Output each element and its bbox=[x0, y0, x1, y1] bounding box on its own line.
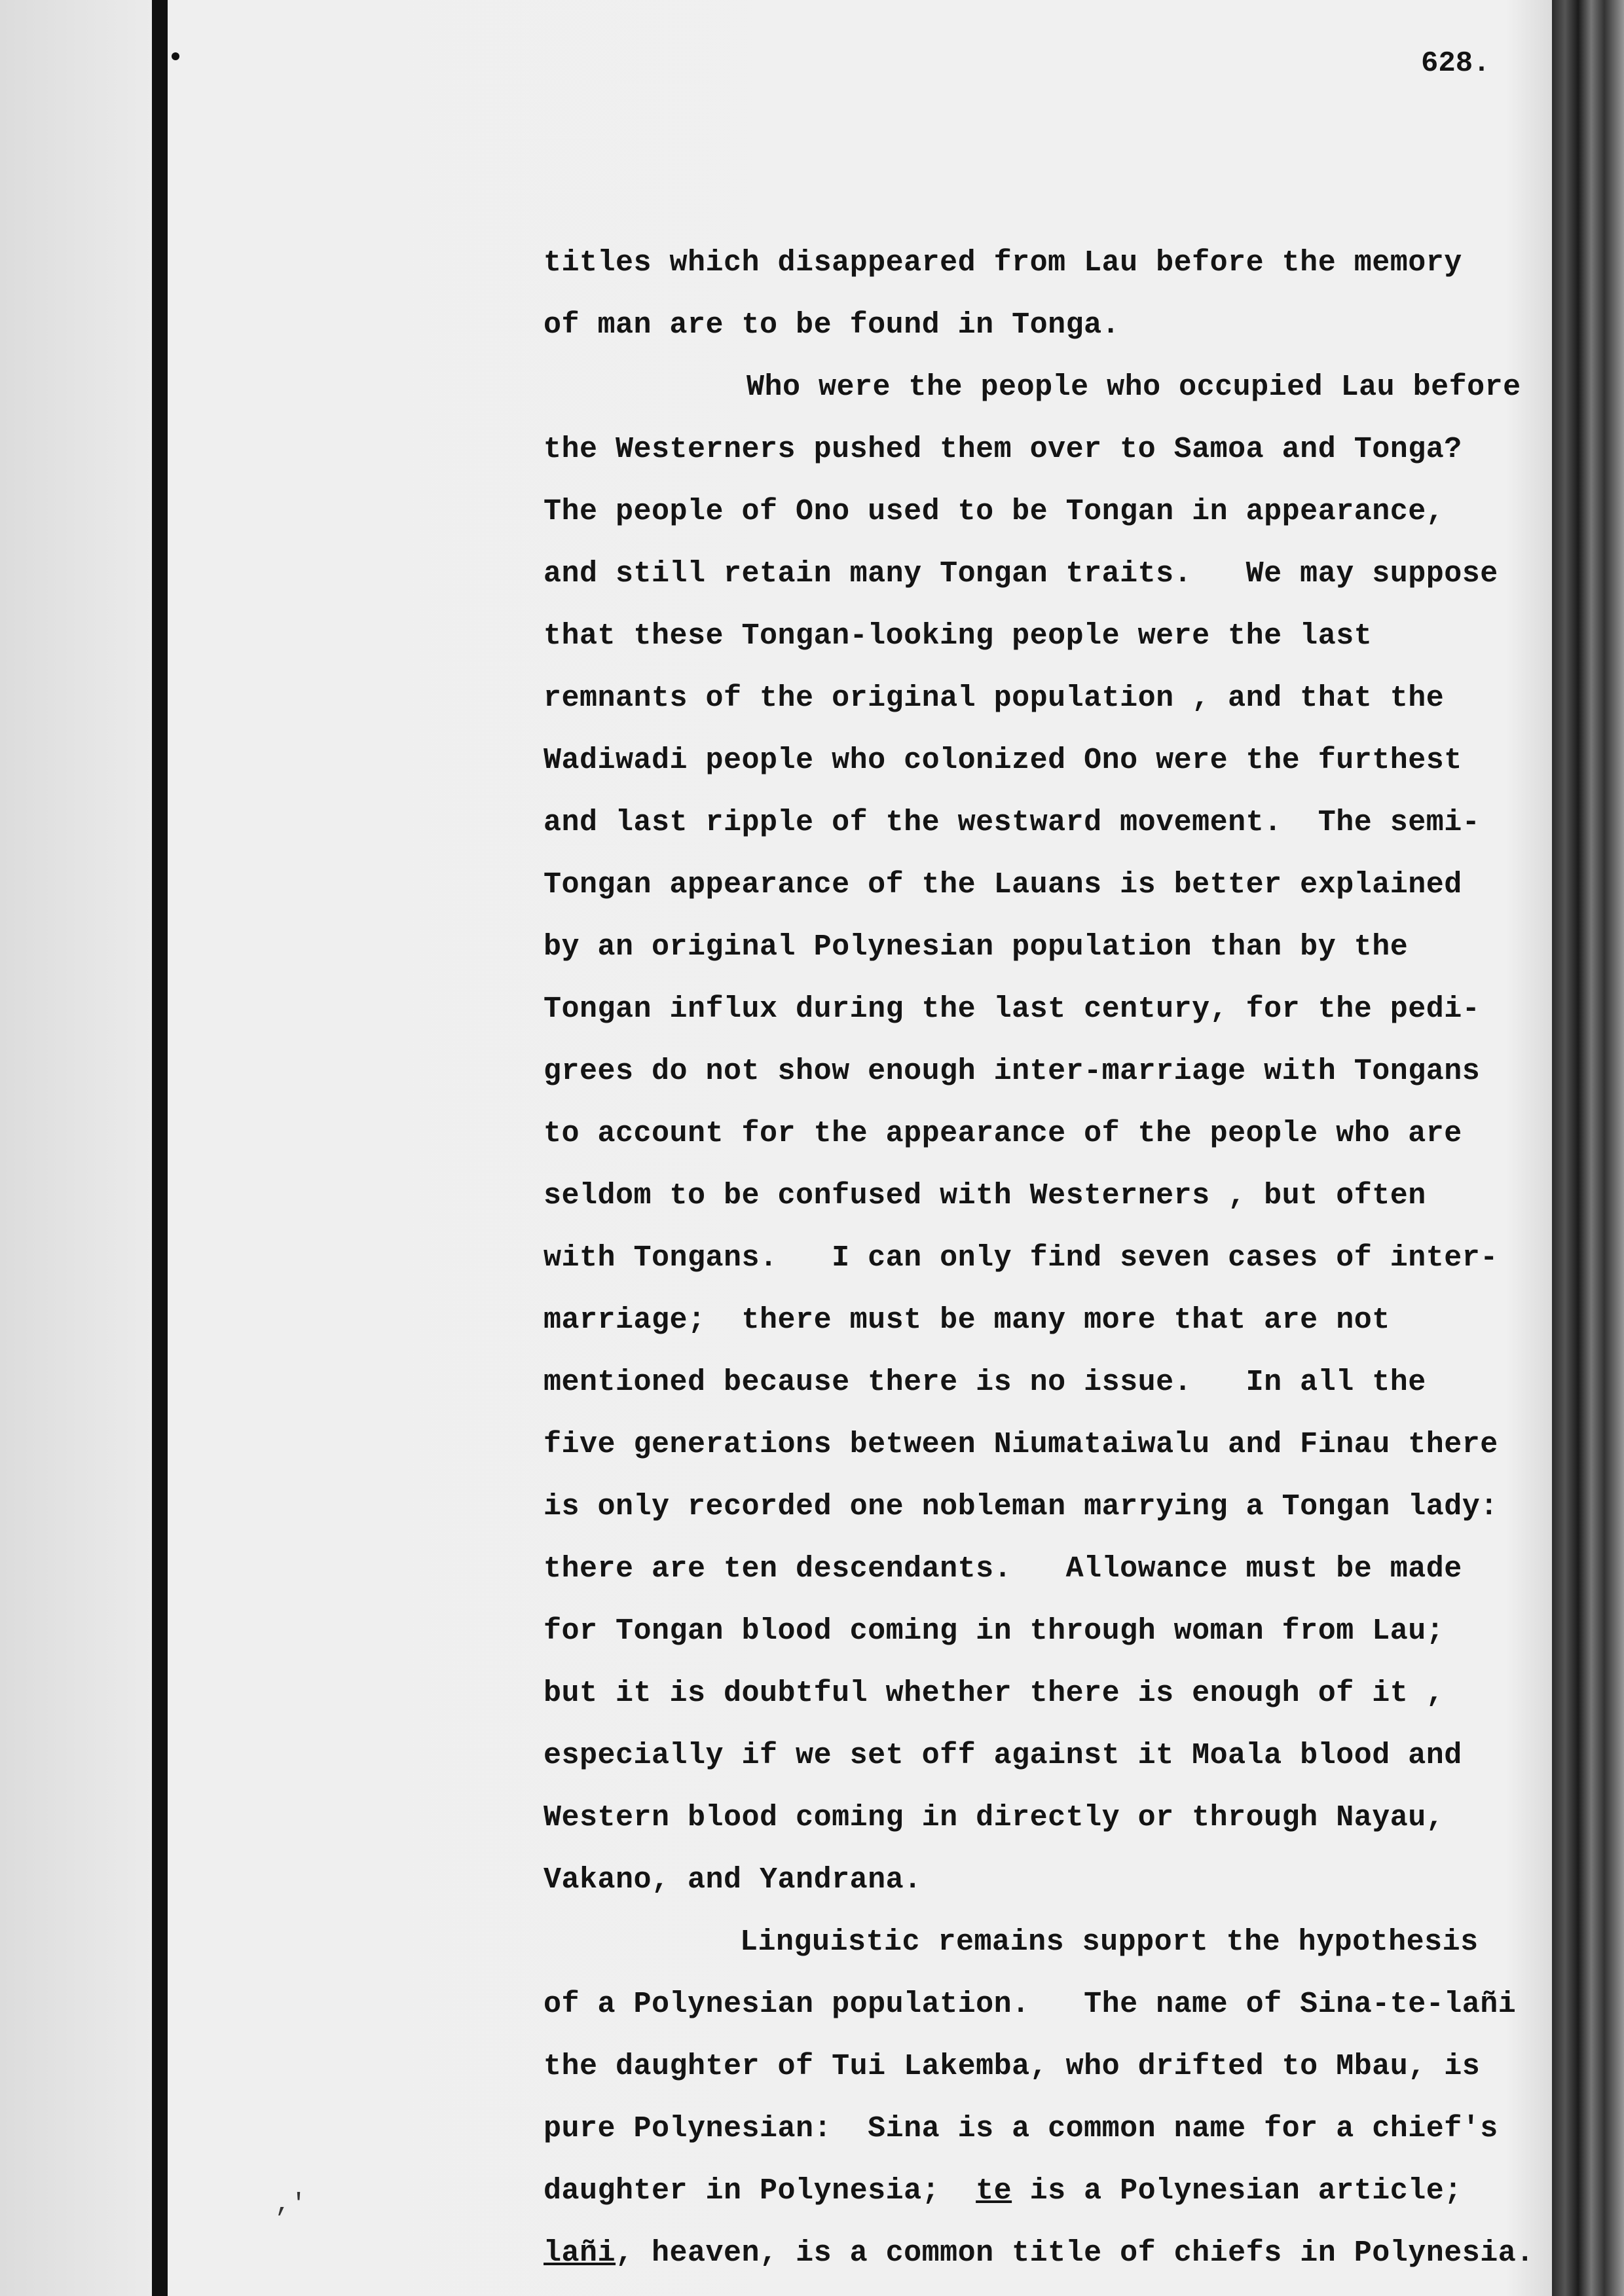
text-line: five generations between Niumataiwalu and Finau there bbox=[544, 1428, 1498, 1461]
text-line: Tongan appearance of the Lauans is better explained bbox=[544, 868, 1462, 902]
left-margin-shadow bbox=[0, 0, 152, 2296]
scan-mark bbox=[172, 52, 179, 60]
text-line: by an original Polynesian population than by the bbox=[544, 930, 1409, 964]
text-line: marriage; there must be many more that are not bbox=[544, 1303, 1390, 1337]
text-line: pure Polynesian: Sina is a common name for a chief's bbox=[544, 2112, 1498, 2145]
text-line: The people of Ono used to be Tongan in appearance, bbox=[544, 495, 1445, 528]
text-line: mentioned because there is no issue. In all the bbox=[544, 1366, 1426, 1399]
text-line: Who were the people who occupied Lau before bbox=[747, 371, 1521, 404]
text-line: of man are to be found in Tonga. bbox=[544, 308, 1120, 342]
text-line: the daughter of Tui Lakemba, who drifted to Mbau, is bbox=[544, 2050, 1481, 2083]
underlined-word: lañi bbox=[544, 2236, 616, 2270]
left-binding-line bbox=[152, 0, 168, 2296]
text-line: seldom to be confused with Westerners , but often bbox=[544, 1179, 1426, 1212]
text-line: especially if we set off against it Moala blood and bbox=[544, 1739, 1462, 1772]
text-line: Wadiwadi people who colonized Ono were the furthest bbox=[544, 744, 1462, 777]
text-line: is only recorded one nobleman marrying a Tongan lady: bbox=[544, 1490, 1498, 1523]
text-line: to account for the appearance of the people who are bbox=[544, 1117, 1462, 1150]
text-line: the Westerners pushed them over to Samoa and Tonga? bbox=[544, 433, 1462, 466]
text-line: of a Polynesian population. The name of Sina-te-lañi bbox=[544, 1988, 1517, 2021]
underlined-word: te bbox=[976, 2174, 1012, 2208]
right-page-edge bbox=[1552, 0, 1624, 2296]
text-line: that these Tongan-looking people were the last bbox=[544, 619, 1373, 653]
page-number: 628. bbox=[1421, 47, 1490, 80]
text-line: and still retain many Tongan traits. We may suppose bbox=[544, 557, 1498, 591]
margin-mark: ,' bbox=[275, 2190, 307, 2219]
text-line bbox=[544, 2232, 1539, 2295]
text-segment: , heaven, is a common title of chiefs in Polynesia. bbox=[616, 2236, 1534, 2270]
typescript-body bbox=[544, 242, 1539, 2295]
text-line: but it is doubtful whether there is enough of it , bbox=[544, 1677, 1445, 1710]
text-line: grees do not show enough inter-marriage with Tongans bbox=[544, 1055, 1481, 1088]
text-line: there are ten descendants. Allowance must be made bbox=[544, 1552, 1462, 1586]
text-line bbox=[544, 2170, 1539, 2232]
text-line: and last ripple of the westward movement. The semi- bbox=[544, 806, 1481, 839]
text-line: for Tongan blood coming in through woman from Lau; bbox=[544, 1614, 1445, 1648]
text-line: Vakano, and Yandrana. bbox=[544, 1863, 922, 1897]
text-line: Tongan influx during the last century, for the pedi- bbox=[544, 993, 1481, 1026]
text-segment: is a Polynesian article; bbox=[1012, 2174, 1462, 2208]
text-segment: daughter in Polynesia; bbox=[544, 2174, 976, 2208]
text-line: remnants of the original population , and that the bbox=[544, 682, 1445, 715]
text-line: Linguistic remains support the hypothesis bbox=[740, 1925, 1479, 1959]
text-line: titles which disappeared from Lau before the memory bbox=[544, 246, 1462, 280]
text-line: Western blood coming in directly or through Nayau, bbox=[544, 1801, 1445, 1834]
text-line: with Tongans. I can only find seven cases of inter- bbox=[544, 1241, 1498, 1275]
